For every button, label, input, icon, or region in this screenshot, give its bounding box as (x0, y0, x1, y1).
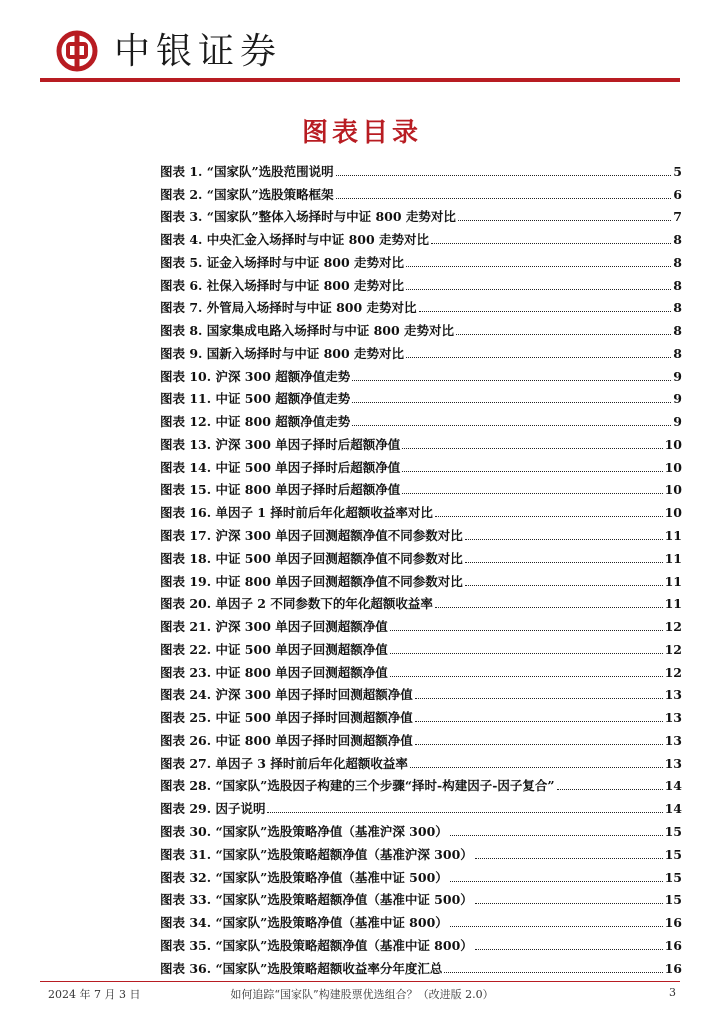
toc-entry-label: 图表 28. “国家队”选股因子构建的三个步骤“择时-构建因子-因子复合” (160, 778, 555, 794)
toc-entry[interactable] (160, 544, 682, 567)
toc-dot-leader (390, 630, 663, 631)
toc-entry[interactable] (160, 385, 682, 408)
toc-entry[interactable] (160, 430, 682, 453)
toc-entry-page: 7 (673, 209, 682, 225)
toc-dot-leader (450, 926, 663, 927)
toc-dot-leader (415, 744, 663, 745)
footer-date: 2024 年 7 月 3 日 (48, 988, 141, 1001)
toc-dot-leader (475, 903, 663, 904)
toc-entry[interactable] (160, 203, 682, 226)
toc-entry-page: 8 (673, 300, 682, 316)
toc-entry-page: 8 (673, 254, 682, 270)
toc-entry[interactable] (160, 180, 682, 203)
toc-dot-leader (402, 471, 662, 472)
toc-entry[interactable] (160, 225, 682, 248)
toc-entry-label: 图表 24. 沪深 300 单因子择时回测超额净值 (160, 687, 413, 703)
toc-entry[interactable] (160, 567, 682, 590)
toc-entry-label: 图表 15. 中证 800 单因子择时后超额净值 (160, 482, 401, 498)
toc-entry-page: 9 (673, 368, 682, 384)
toc-entry[interactable] (160, 908, 682, 931)
toc-entry[interactable] (160, 726, 682, 749)
toc-entry-page: 13 (664, 755, 682, 771)
toc-entry-page: 11 (664, 573, 682, 589)
toc-entry[interactable] (160, 498, 682, 521)
toc-entry-label: 图表 25. 中证 500 单因子择时回测超额净值 (160, 710, 413, 726)
toc-entry[interactable] (160, 954, 682, 977)
toc-entry[interactable] (160, 248, 682, 271)
toc-entry-label: 图表 13. 沪深 300 单因子择时后超额净值 (160, 436, 401, 452)
toc-entry-label: 图表 23. 中证 800 单因子回测超额净值 (160, 664, 388, 680)
toc-entry-page: 13 (664, 710, 682, 726)
toc-entry[interactable] (160, 817, 682, 840)
toc-entry-label: 图表 29. 因子说明 (160, 801, 266, 817)
toc-entry[interactable] (160, 931, 682, 954)
page-title: 图表目录 (301, 118, 422, 148)
toc-entry-label: 图表 1. “国家队”选股范围说明 (160, 163, 334, 179)
page-header (40, 22, 680, 82)
toc-entry[interactable] (160, 157, 682, 180)
toc-entry-page: 10 (664, 482, 682, 498)
toc-dot-leader (390, 653, 663, 654)
toc-dot-leader (456, 334, 671, 335)
toc-entry[interactable] (160, 476, 682, 499)
toc-entry[interactable] (160, 294, 682, 317)
toc-entry[interactable] (160, 886, 682, 909)
toc-entry-page: 16 (664, 915, 682, 931)
toc-entry[interactable] (160, 863, 682, 886)
toc-dot-leader (435, 607, 663, 608)
toc-entry[interactable] (160, 703, 682, 726)
toc-entry[interactable] (160, 590, 682, 613)
toc-entry-page: 8 (673, 277, 682, 293)
toc-dot-leader (431, 243, 671, 244)
toc-dot-leader (390, 676, 663, 677)
toc-dot-leader (402, 493, 662, 494)
toc-dot-leader (557, 789, 663, 790)
toc-entry-page: 11 (664, 550, 682, 566)
toc-entry-label: 图表 12. 中证 800 超额净值走势 (160, 414, 351, 430)
toc-entry-label: 图表 7. 外管局入场择时与中证 800 走势对比 (160, 300, 417, 316)
toc-entry-page: 12 (664, 641, 682, 657)
toc-entry-label: 图表 26. 中证 800 单因子择时回测超额净值 (160, 732, 413, 748)
toc-dot-leader (415, 721, 663, 722)
toc-dot-leader (267, 812, 662, 813)
toc-dot-leader (475, 858, 663, 859)
toc-entry-page: 12 (664, 664, 682, 680)
header-divider (40, 78, 680, 82)
toc-entry[interactable] (160, 521, 682, 544)
table-of-figures (160, 157, 682, 977)
toc-entry-label: 图表 4. 中央汇金入场择时与中证 800 走势对比 (160, 232, 430, 248)
toc-entry-page: 10 (664, 436, 682, 452)
footer-page-number: 3 (669, 986, 676, 999)
toc-entry-label: 图表 11. 中证 500 超额净值走势 (160, 391, 351, 407)
toc-entry-page: 8 (673, 232, 682, 248)
toc-entry-label: 图表 21. 沪深 300 单因子回测超额净值 (160, 619, 388, 635)
toc-entry-page: 16 (664, 960, 682, 976)
toc-entry-page: 9 (673, 414, 682, 430)
toc-dot-leader (465, 539, 663, 540)
toc-entry-label: 图表 19. 中证 800 单因子回测超额净值不同参数对比 (160, 573, 463, 589)
toc-entry-page: 15 (664, 846, 682, 862)
toc-entry-page: 13 (664, 732, 682, 748)
toc-entry[interactable] (160, 453, 682, 476)
toc-entry-page: 8 (673, 345, 682, 361)
toc-entry-label: 图表 22. 中证 500 单因子回测超额净值 (160, 641, 388, 657)
toc-dot-leader (458, 220, 671, 221)
bank-of-china-logo-icon (56, 30, 98, 72)
toc-dot-leader (352, 425, 671, 426)
toc-entry[interactable] (160, 794, 682, 817)
toc-entry-label: 图表 27. 单因子 3 择时前后年化超额收益率 (160, 755, 408, 771)
toc-entry-page: 11 (664, 528, 682, 544)
toc-entry[interactable] (160, 612, 682, 635)
toc-dot-leader (435, 516, 663, 517)
toc-entry[interactable] (160, 681, 682, 704)
toc-entry-page: 15 (664, 869, 682, 885)
toc-entry[interactable] (160, 407, 682, 430)
toc-entry-page: 14 (664, 778, 682, 794)
toc-entry-label: 图表 10. 沪深 300 超额净值走势 (160, 368, 351, 384)
toc-entry-label: 图表 17. 沪深 300 单因子回测超额净值不同参数对比 (160, 528, 463, 544)
toc-entry[interactable] (160, 271, 682, 294)
toc-entry-page: 10 (664, 505, 682, 521)
toc-entry-page: 11 (664, 596, 682, 612)
toc-entry-page: 14 (664, 801, 682, 817)
toc-entry-label: 图表 3. “国家队”整体入场择时与中证 800 走势对比 (160, 209, 456, 225)
toc-dot-leader (444, 972, 662, 973)
toc-dot-leader (450, 835, 663, 836)
toc-dot-leader (406, 357, 671, 358)
toc-entry-label: 图表 16. 单因子 1 择时前后年化超额收益率对比 (160, 505, 433, 521)
toc-entry-page: 5 (673, 163, 682, 179)
toc-entry[interactable] (160, 772, 682, 795)
toc-entry-label: 图表 14. 中证 500 单因子择时后超额净值 (160, 459, 401, 475)
toc-dot-leader (402, 448, 662, 449)
toc-entry-page: 13 (664, 687, 682, 703)
toc-entry[interactable] (160, 362, 682, 385)
toc-entry-page: 15 (664, 823, 682, 839)
toc-entry[interactable] (160, 840, 682, 863)
toc-entry-label: 图表 5. 证金入场择时与中证 800 走势对比 (160, 254, 405, 270)
toc-dot-leader (336, 175, 672, 176)
toc-dot-leader (465, 585, 663, 586)
toc-entry-label: 图表 9. 国新入场择时与中证 800 走势对比 (160, 345, 405, 361)
toc-dot-leader (410, 767, 663, 768)
toc-entry[interactable] (160, 339, 682, 362)
toc-entry-page: 8 (673, 323, 682, 339)
toc-dot-leader (336, 198, 672, 199)
toc-dot-leader (415, 698, 663, 699)
toc-dot-leader (465, 562, 663, 563)
toc-dot-leader (406, 289, 671, 290)
toc-entry[interactable] (160, 749, 682, 772)
brand-name: 中银证券 (114, 31, 283, 72)
toc-entry-label: 图表 20. 单因子 2 不同参数下的年化超额收益率 (160, 596, 433, 612)
toc-entry[interactable] (160, 635, 682, 658)
toc-dot-leader (419, 311, 672, 312)
toc-entry-label: 图表 33. “国家队”选股策略超额净值（基准中证 500） (160, 892, 473, 908)
toc-entry-label: 图表 2. “国家队”选股策略框架 (160, 186, 334, 202)
toc-entry-page: 16 (664, 937, 682, 953)
toc-entry-page: 9 (673, 391, 682, 407)
toc-dot-leader (450, 881, 663, 882)
toc-entry-page: 15 (664, 892, 682, 908)
toc-entry-label: 图表 31. “国家队”选股策略超额净值（基准沪深 300） (160, 846, 473, 862)
toc-entry-label: 图表 35. “国家队”选股策略超额净值（基准中证 800） (160, 937, 473, 953)
toc-entry[interactable] (160, 658, 682, 681)
toc-dot-leader (475, 949, 663, 950)
toc-entry-label: 图表 6. 社保入场择时与中证 800 走势对比 (160, 277, 405, 293)
toc-entry-label: 图表 34. “国家队”选股策略净值（基准中证 800） (160, 915, 448, 931)
toc-entry-label: 图表 32. “国家队”选股策略净值（基准中证 500） (160, 869, 448, 885)
toc-entry[interactable] (160, 316, 682, 339)
footer-report-title: 如何追踪“国家队”构建股票优选组合？（改进版 2.0） (230, 988, 494, 1001)
footer-divider (40, 981, 680, 982)
toc-entry-page: 12 (664, 619, 682, 635)
toc-entry-page: 10 (664, 459, 682, 475)
toc-entry-label: 图表 36. “国家队”选股策略超额收益率分年度汇总 (160, 960, 443, 976)
toc-entry-label: 图表 30. “国家队”选股策略净值（基准沪深 300） (160, 823, 448, 839)
toc-entry-label: 图表 8. 国家集成电路入场择时与中证 800 走势对比 (160, 323, 455, 339)
toc-dot-leader (352, 380, 671, 381)
toc-entry-label: 图表 18. 中证 500 单因子回测超额净值不同参数对比 (160, 550, 463, 566)
toc-dot-leader (352, 402, 671, 403)
toc-entry-page: 6 (673, 186, 682, 202)
toc-dot-leader (406, 266, 671, 267)
